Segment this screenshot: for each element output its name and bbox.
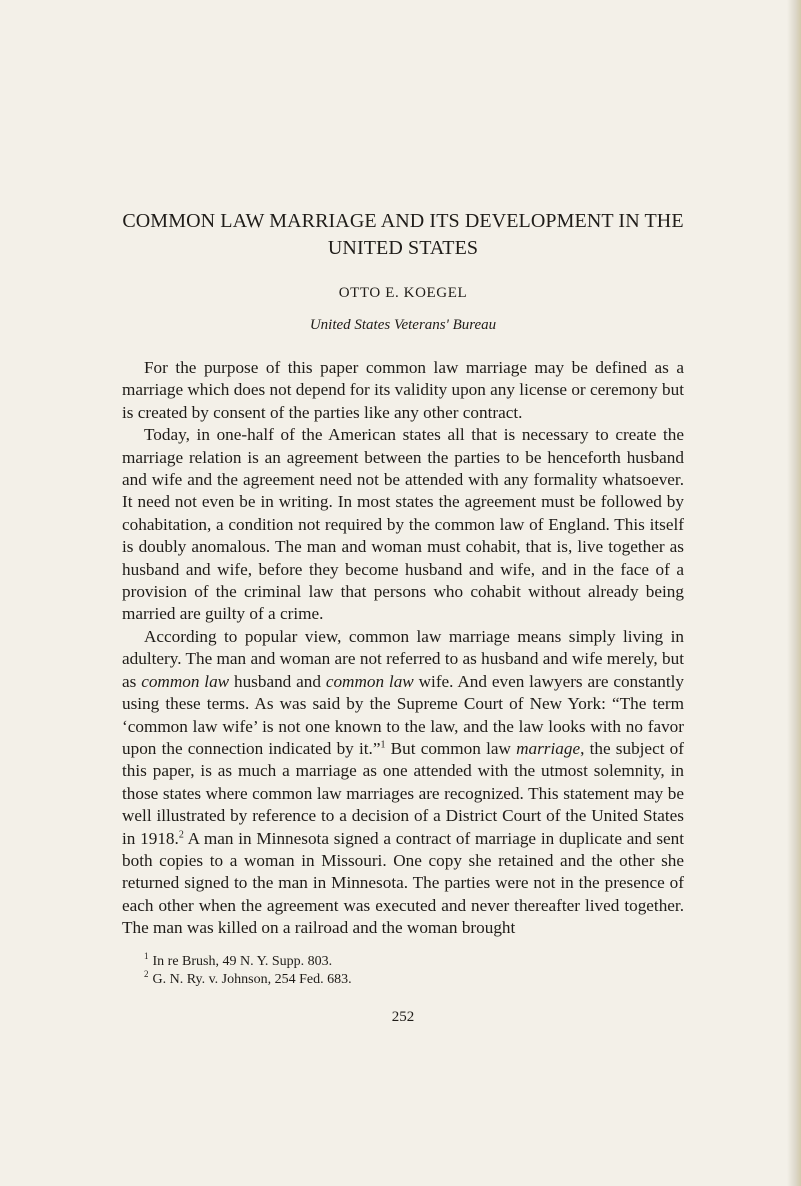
page-edge-shadow: [787, 0, 801, 1186]
paragraph-1: For the purpose of this paper common law marriage may be defined as a marriage which does not depend for its validity upon any license or ceremony but is created by consent of the parties like any other contract.: [122, 358, 684, 422]
paragraph-3-text: But common law: [385, 738, 517, 758]
footnotes: [122, 950, 684, 989]
author-affiliation: United States Veterans' Bureau: [309, 317, 497, 333]
footnote-ref-1[interactable]: 1: [380, 739, 386, 751]
footnote: [144, 968, 684, 989]
paragraph-3-text: husband and: [229, 671, 326, 691]
page-number: 252: [391, 1008, 415, 1025]
paragraph-3-text: According to popular view, common law marriage means simply living in adultery. The man and woman are not referred to as husband and wife merely, but as: [122, 626, 684, 691]
paragraph-3-text: , the subject of this paper, is as much a marriage as one attended with the utmost solemnity, in those states where common law marriages are recognized. This statement may be well illustrated by reference to a decision of a District Court of the United States in 1918.: [122, 738, 684, 848]
paragraph-3-text: A man in Minnesota signed a contract of marriage in duplicate and sent both copies to a woman in Missouri. One copy she retained and the other she returned signed to the man in Minnesota. The parties were not in the presence of each other when the agreement was executed and never thereafter lived together. The man was killed on a railroad and the woman brought: [122, 828, 685, 938]
footnote-number: 1: [144, 950, 149, 961]
footnote-number: 2: [144, 968, 149, 979]
emphasis-common-law: common law: [325, 671, 414, 691]
paragraph-2: Today, in one-half of the American states all that is necessary to create the marriage relation is an agreement between the parties to be henceforth husband and wife and the agreement need not be attended with any formality whatsoever. It need not even be in writing. In most states the agreement must be followed by cohabitation, a condition not required by the common law of England. This itself is doubly anomalous. The man and woman must cohabit, that is, live together as husband and wife, before they become husband and wife, and in the face of a provision of the criminal law that persons who cohabit without already being married are guilty of a crime.: [122, 425, 684, 624]
article-body: [122, 357, 684, 940]
footnote-text: G. N. Ry. v. Johnson, 254 Fed. 683.: [152, 971, 352, 987]
article-title: COMMON LAW MARRIAGE AND ITS DEVELOPMENT IN THE UNITED STATES: [122, 210, 684, 259]
paragraph-3: [122, 626, 684, 940]
footnote: [144, 950, 684, 971]
footnote-ref-2[interactable]: 2: [178, 828, 184, 840]
document-page: [122, 208, 684, 1026]
paragraph-3-text: wife. And even lawyers are constantly using these terms. As was said by the Supreme Court of New York: “The term ‘common law wife’ is not one known to the law, and the law looks with no favor upon the connection indicated by it.”: [122, 671, 684, 758]
emphasis-common-law: common law: [141, 671, 230, 691]
footnote-text: In re Brush, 49 N. Y. Supp. 803.: [152, 953, 333, 969]
emphasis-marriage: marriage: [516, 738, 581, 758]
author-name: OTTO E. KOEGEL: [338, 285, 468, 301]
